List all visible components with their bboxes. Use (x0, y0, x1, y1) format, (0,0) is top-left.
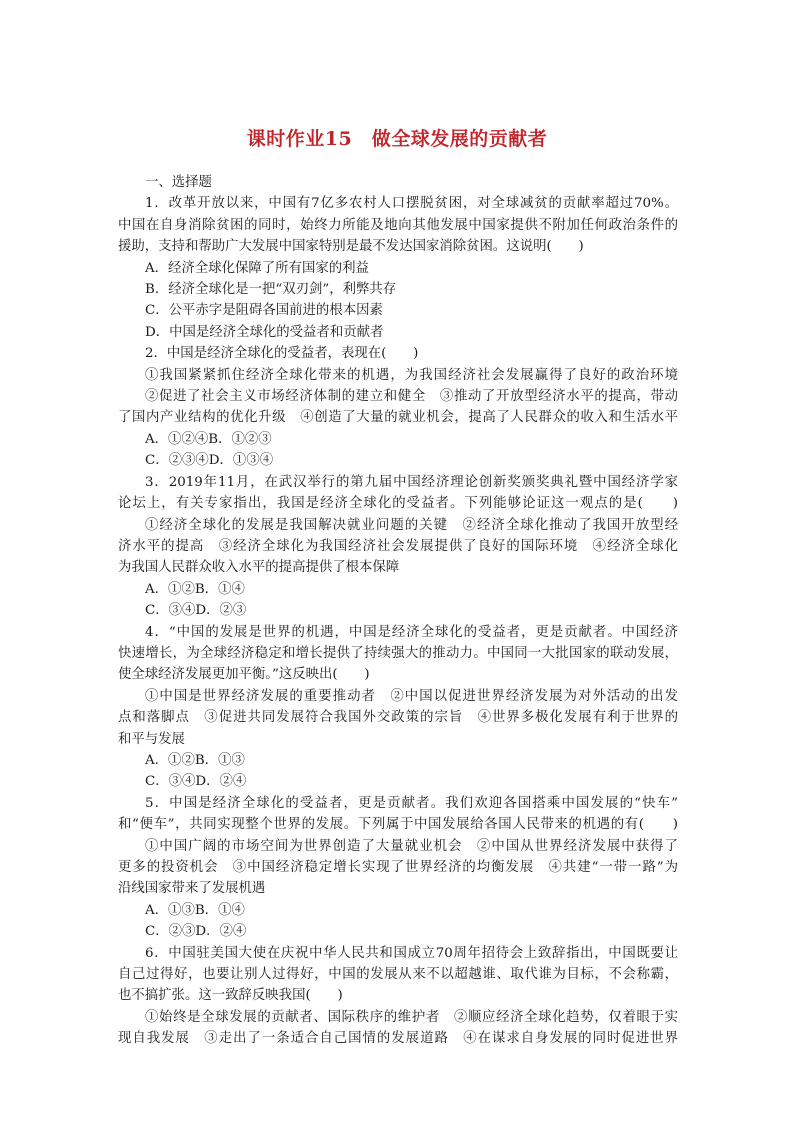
statement-list: ①始终是全球发展的贡献者、国际秩序的维护者 ②顺应经济全球化趋势，仅着眼于实 (145, 1009, 678, 1025)
answer-option: B．经济全球化是一把“双刃剑”，利弊共存 (145, 282, 397, 298)
statement-list: 为我国人民群众收入水平的提高提供了根本保障 (118, 560, 400, 576)
question-stem: 援助，支持和帮助广大发展中国家特别是最不发达国家消除贫困。这说明( ) (118, 239, 584, 255)
answer-option: C．③④D．②④ (145, 774, 247, 790)
statement-list: ①中国是世界经济发展的重要推动者 ②中国以促进世界经济发展为对外活动的出发 (145, 688, 678, 704)
statement-list: 沿线国家带来了发展机遇 (118, 881, 266, 897)
answer-option: A．①②④B．①②③ (145, 431, 272, 447)
answer-option: A．①③B．①④ (145, 902, 245, 918)
statement-list: ①中国广阔的市场空间为世界创造了大量就业机会 ②中国从世界经济发展中获得了 (145, 838, 678, 854)
question-stem: 6．中国驻美国大使在庆祝中华人民共和国成立70周年招待会上致辞指出，中国既要让 (145, 945, 678, 961)
question-stem: 1．改革开放以来，中国有7亿多农村人口摆脱贫困，对全球减贫的贡献率超过70%。 (145, 196, 678, 212)
page-title: 课时作业15 做全球发展的贡献者 (246, 128, 548, 150)
answer-option: D．中国是经济全球化的受益者和贡献者 (145, 324, 384, 340)
question-stem: 也不搞扩张。这一致辞反映我国( ) (118, 988, 343, 1004)
statement-list: 和平与发展 (118, 731, 185, 747)
answer-option: A．经济全球化保障了所有国家的利益 (145, 260, 369, 276)
statement-list: ②促进了社会主义市场经济体制的建立和健全 ③推动了开放型经济水平的提高，带动 (145, 389, 678, 405)
statement-list: 更多的投资机会 ③中国经济稳定增长实现了世界经济的均衡发展 ④共建“一带一路”为 (118, 860, 678, 875)
statement-list: 了国内产业结构的优化升级 ④创造了大量的就业机会，提高了人民群众的收入和生活水平 (118, 410, 678, 426)
question-stem: 2．中国是经济全球化的受益者，表现在( ) (145, 346, 419, 362)
question-stem: 自己过得好，也要让别人过得好，中国的发展从来不以超越谁、取代谁为目标，不会称霸， (118, 967, 678, 983)
question-stem: 5．中国是经济全球化的受益者，更是贡献者。我们欢迎各国搭乘中国发展的“快车” (145, 795, 678, 811)
answer-option: C．公平赤字是阻碍各国前进的根本因素 (145, 303, 383, 319)
question-stem: 使全球经济发展更加平衡。”这反映出( ) (118, 667, 370, 683)
answer-option: C．②③④D．①③④ (145, 453, 274, 469)
statement-list: ①经济全球化的发展是我国解决就业问题的关键 ②经济全球化推动了我国开放型经 (145, 517, 678, 533)
question-stem: 4．“中国的发展是世界的机遇，中国是经济全球化的受益者，更是贡献者。中国经济 (145, 624, 678, 640)
answer-option: C．②③D．②④ (145, 924, 247, 940)
question-stem: 快速增长，为全球经济稳定和增长提供了持续强大的推动力。中国同一大批国家的联动发展， (118, 645, 678, 661)
statement-list: 点和落脚点 ③促进共同发展符合我国外交政策的宗旨 ④世界多极化发展有利于世界的 (118, 710, 678, 726)
question-stem: 和“便车”，共同实现整个世界的发展。下列属于中国发展给各国人民带来的机遇的有( ) (118, 817, 678, 833)
statement-list: 现自我发展 ③走出了一条适合自己国情的发展道路 ④在谋求自身发展的同时促进世界 (118, 1031, 678, 1047)
question-stem: 3．2019年11月，在武汉举行的第九届中国经济理论创新奖颁奖典礼暨中国经济学家 (145, 474, 678, 490)
statement-list: 济水平的提高 ③经济全球化为我国经济社会发展提供了良好的国际环境 ④经济全球化 (118, 538, 678, 554)
question-stem: 论坛上，有关专家指出，我国是经济全球化的受益者。下列能够论证这一观点的是( ) (118, 496, 678, 512)
section-heading: 一、选择题 (145, 175, 212, 190)
statement-list: ①我国紧紧抓住经济全球化带来的机遇，为我国经济社会发展赢得了良好的政治环境 (145, 367, 678, 383)
answer-option: A．①②B．①③ (145, 752, 245, 768)
answer-option: A．①②B．①④ (145, 581, 245, 597)
question-body (118, 172, 678, 1050)
question-stem: 中国在自身消除贫困的同时，始终力所能及地向其他发展中国家提供不附加任何政治条件的 (118, 217, 678, 233)
answer-option: C．③④D．②③ (145, 603, 247, 619)
